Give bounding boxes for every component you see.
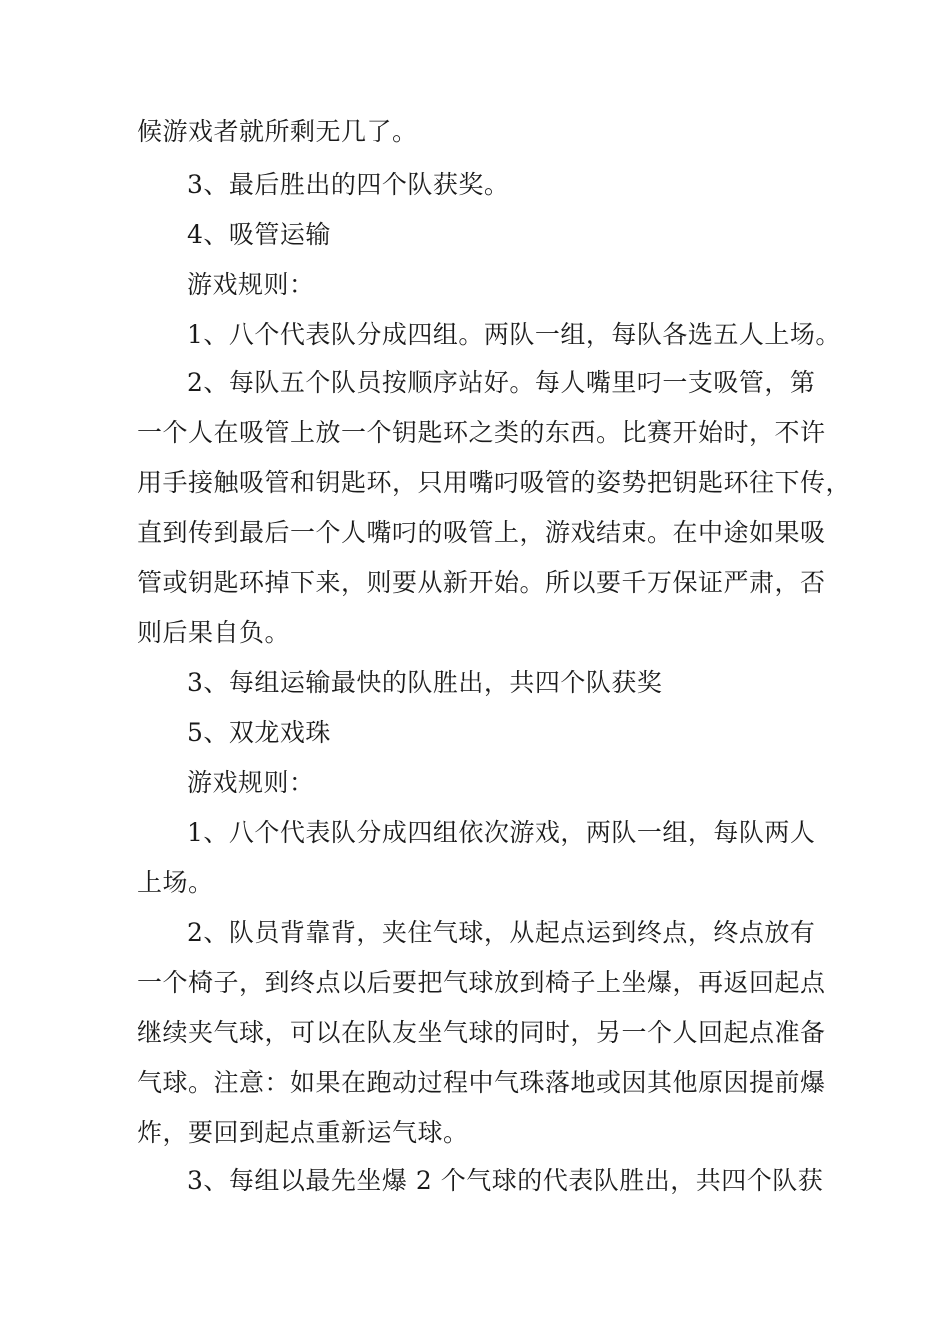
text-line: 3、每组以最先坐爆 2 个气球的代表队胜出，共四个队获 [187,1166,824,1195]
text-line: 直到传到最后一个人嘴叼的吸管上，游戏结束。在中途如果吸 [137,518,826,547]
text-line: 1、八个代表队分成四组。两队一组，每队各选五人上场。 [187,320,841,349]
section-heading: 4、吸管运输 [187,220,331,249]
text-line: 上场。 [137,868,214,897]
rules-heading: 游戏规则： [187,768,315,797]
section-heading: 5、双龙戏珠 [187,718,331,747]
text-line: 管或钥匙环掉下来，则要从新开始。所以要千万保证严肃，否 [137,568,826,597]
text-line: 继续夹气球，可以在队友坐气球的同时，另一个人回起点准备 [137,1018,826,1047]
text-line: 1、八个代表队分成四组依次游戏，两队一组，每队两人 [187,818,816,847]
text-line: 气球。注意：如果在跑动过程中气珠落地或因其他原因提前爆 [137,1068,826,1097]
text-line: 炸，要回到起点重新运气球。 [137,1118,469,1147]
text-line: 3、每组运输最快的队胜出，共四个队获奖 [187,668,663,697]
rules-heading: 游戏规则： [187,270,315,299]
text-line: 一个椅子，到终点以后要把气球放到椅子上坐爆，再返回起点 [137,968,826,997]
text-line: 用手接触吸管和钥匙环，只用嘴叼吸管的姿势把钥匙环往下传， [137,468,852,497]
text-line: 则后果自负。 [137,618,291,647]
text-line: 3、最后胜出的四个队获奖。 [187,170,510,199]
text-line: 2、队员背靠背，夹住气球，从起点运到终点，终点放有 [187,918,816,947]
text-line: 候游戏者就所剩无几了。 [137,117,418,146]
text-line: 一个人在吸管上放一个钥匙环之类的东西。比赛开始时，不许 [137,418,826,447]
text-line: 2、每队五个队员按顺序站好。每人嘴里叼一支吸管，第 [187,368,816,397]
